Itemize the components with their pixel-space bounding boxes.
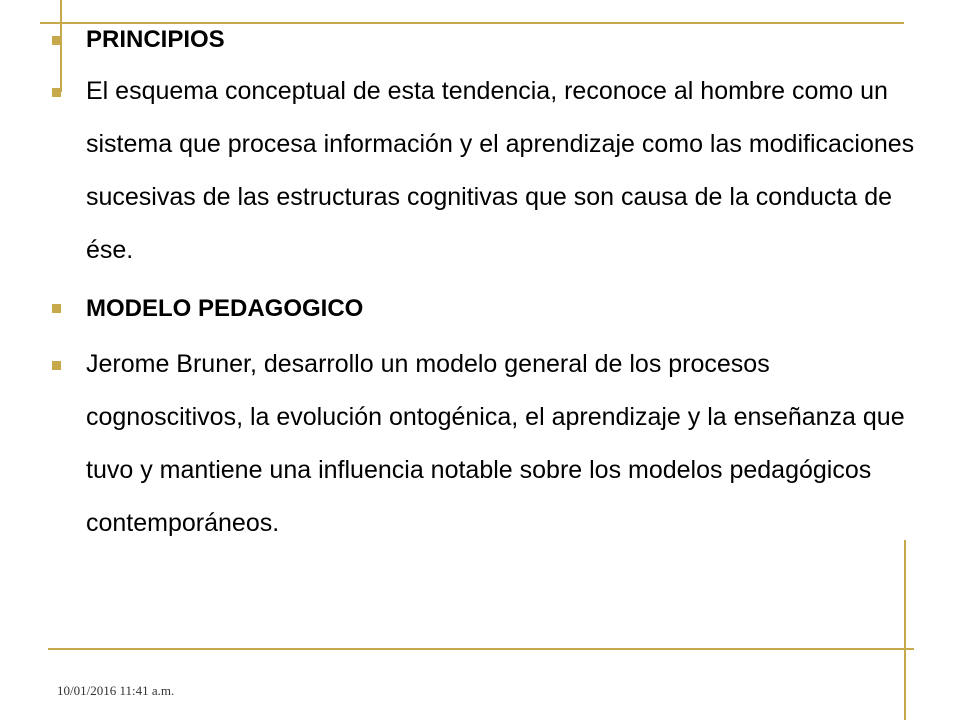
- bullet-bruner-text: Jerome Bruner, desarrollo un modelo general de los procesos cognoscitivos, la evolución ontogénica, el aprendizaje y la enseñanza que tuvo y mantiene una influencia notable sobre los modelos pedagógicos contemporáneos.: [86, 350, 905, 537]
- bullet-modelo-pedagogico: [48, 282, 918, 335]
- bullet-principios: [48, 20, 918, 60]
- square-bullet-icon: [52, 88, 61, 97]
- square-bullet-icon: [52, 361, 61, 370]
- bullet-esquema-text: El esquema conceptual de esta tendencia, reconoce al hombre como un sistema que procesa información y el aprendizaje como las modificaciones sucesivas de las estructuras cognitivas que son causa de la conducta de ése.: [86, 77, 915, 264]
- footer-date: 10/01/2016 11:41 a.m.: [57, 683, 175, 698]
- bullet-esquema-conceptual: [48, 65, 918, 277]
- decorative-bottom-line: [48, 648, 914, 650]
- bullet-modelo-text: MODELO PEDAGOGICO: [86, 295, 364, 322]
- bullet-principios-text: PRINCIPIOS: [86, 26, 225, 53]
- square-bullet-icon: [52, 304, 61, 313]
- slide-content: [48, 20, 918, 550]
- bullet-jerome-bruner: [48, 338, 918, 550]
- square-bullet-icon: [52, 36, 61, 45]
- decorative-right-line: [904, 540, 906, 720]
